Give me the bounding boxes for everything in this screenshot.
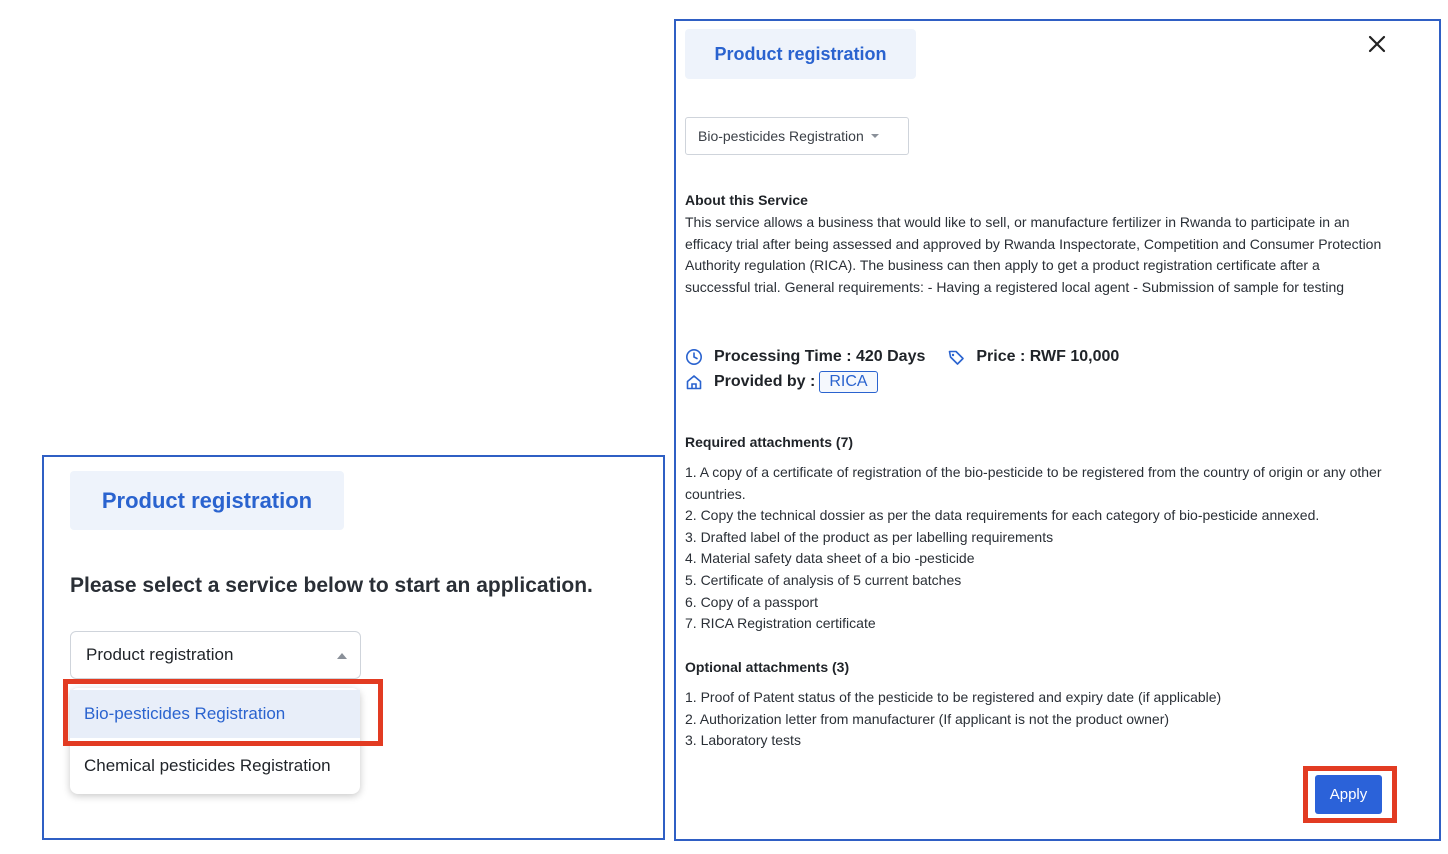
chevron-down-icon — [871, 134, 879, 138]
service-select[interactable] — [685, 117, 909, 155]
list-item: 1. A copy of a certificate of registration of the bio-pesticide to be registered from the country of origin or any other countries. — [685, 464, 1382, 502]
provider-row — [685, 371, 878, 393]
list-item: 3. Laboratory tests — [685, 732, 801, 749]
provider-badge[interactable]: RICA — [819, 371, 877, 393]
dropdown-option-bio-pesticides[interactable]: Bio-pesticides Registration — [70, 690, 360, 738]
list-item: 2. Copy the technical dossier as per the data requirements for each category of bio-pesticide annexed. — [685, 507, 1320, 524]
list-item: 5. Certificate of analysis of 5 current batches — [685, 571, 962, 588]
apply-button[interactable]: Apply — [1315, 775, 1382, 814]
service-details-panel — [674, 19, 1441, 841]
panel-title: Product registration — [70, 471, 344, 530]
about-heading: About this Service — [685, 192, 808, 208]
service-dropdown-menu — [70, 688, 360, 794]
chevron-up-icon — [337, 653, 347, 659]
price-group — [947, 348, 1119, 366]
list-item: 6. Copy of a passport — [685, 593, 819, 610]
dropdown-option-chemical-pesticides[interactable]: Chemical pesticides Registration — [84, 756, 331, 775]
service-category-value: Product registration — [86, 645, 234, 664]
list-item: 3. Drafted label of the product as per labelling requirements — [685, 528, 1054, 545]
required-attachments-heading: Required attachments (7) — [685, 434, 854, 450]
clock-icon — [685, 348, 703, 366]
about-description: This service allows a business that would like to sell, or manufacture fertilizer in Rwanda to participate in an efficacy trial after being assessed and approved by Rwanda Inspectorate, Competition and Consumer Protection Authority regulation (RICA). The business can then apply to get a product registration certificate after a successful trial. General requirements: - Having a registered local agent - Submission of sample for testing — [685, 214, 1382, 295]
price: Price : RWF 10,000 — [976, 348, 1120, 365]
list-item: 1. Proof of Patent status of the pesticide to be registered and expiry date (if applicable) — [685, 689, 1222, 705]
home-icon — [685, 373, 703, 391]
list-item: 2. Authorization letter from manufacturer (If applicant is not the product owner) — [685, 710, 1170, 727]
service-selection-panel — [42, 455, 665, 840]
list-item: 4. Material safety data sheet of a bio -pesticide — [685, 550, 975, 567]
required-attachments-list — [685, 462, 1385, 635]
service-category-select[interactable] — [70, 631, 361, 679]
close-icon[interactable] — [1366, 33, 1388, 55]
service-select-value: Bio-pesticides Registration — [698, 128, 864, 144]
select-service-prompt: Please select a service below to start an application. — [70, 574, 593, 597]
price-tag-icon — [947, 348, 965, 366]
list-item: 7. RICA Registration certificate — [685, 615, 876, 632]
panel-title: Product registration — [685, 29, 916, 79]
processing-price-row — [685, 346, 1119, 368]
optional-attachments-list — [685, 687, 1385, 752]
processing-time: Processing Time : 420 Days — [714, 348, 926, 365]
provided-by-label: Provided by : — [714, 373, 816, 390]
optional-attachments-heading: Optional attachments (3) — [685, 659, 850, 675]
